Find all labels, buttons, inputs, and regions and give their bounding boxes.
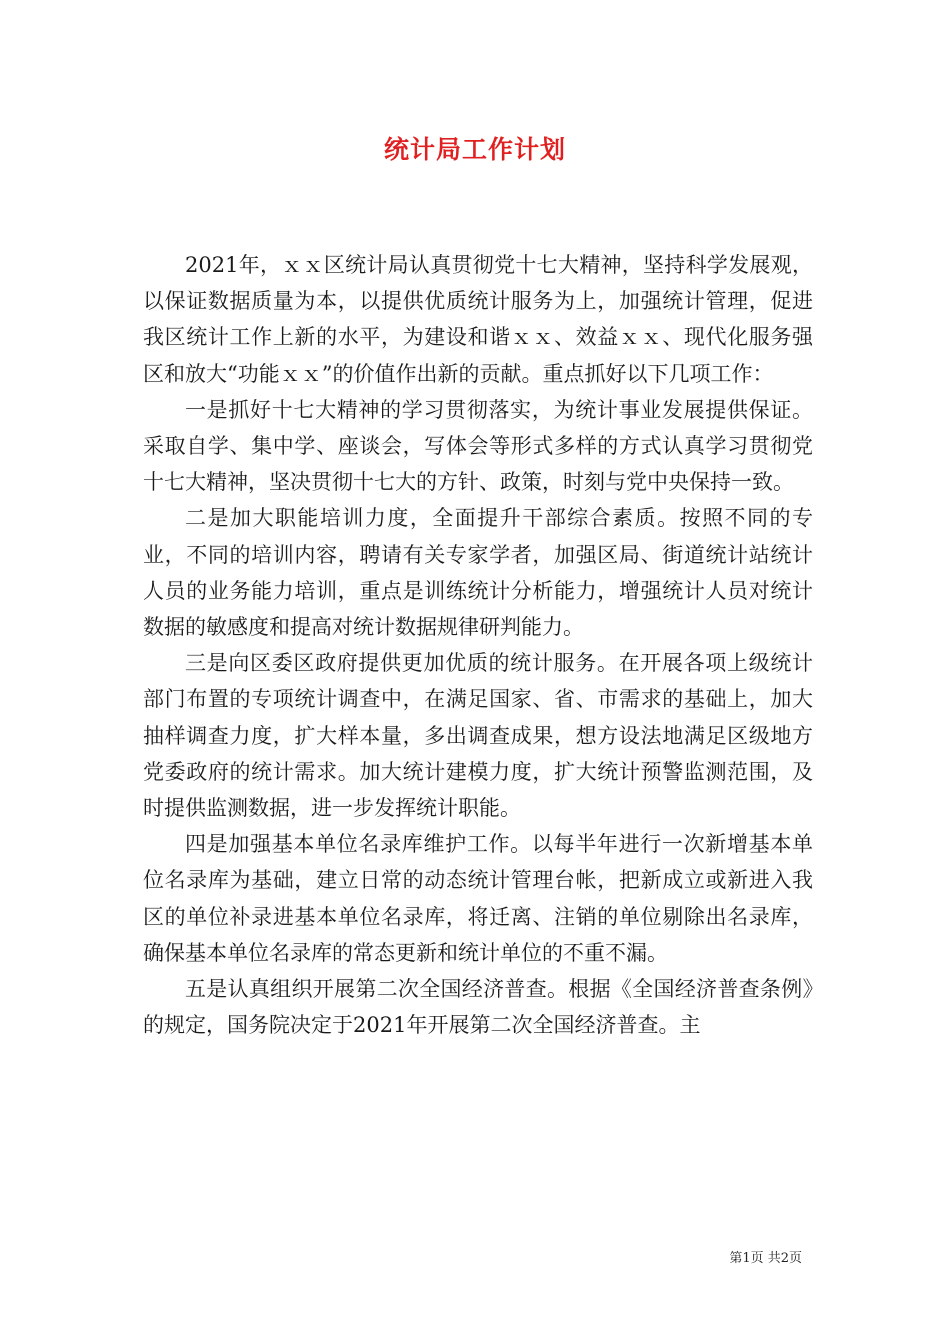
document-body xyxy=(143,247,813,1043)
paragraph-item-1: 一是抓好十七大精神的学习贯彻落实，为统计事业发展提供保证。采取自学、集中学、座谈会，写体会等形式多样的方式认真学习贯彻党十七大精神，坚决贯彻十七大的方针、政策，时刻与党中央保持一致。 xyxy=(143,397,813,495)
paragraph-item-2: 二是加大职能培训力度，全面提升干部综合素质。按照不同的专业，不同的培训内容，聘请有关专家学者，加强区局、街道统计站统计人员的业务能力培训，重点是训练统计分析能力，增强统计人员对统计数据的敏感度和提高对统计数据规律研判能力。 xyxy=(143,506,813,640)
page-title: 统计局工作计划 xyxy=(383,135,566,164)
paragraph-item-5: 五是认真组织开展第二次全国经济普查。根据《全国经济普查条例》的规定，国务院决定于2021年开展第二次全国经济普查。主 xyxy=(143,977,813,1038)
paragraph-item-3: 三是向区委区政府提供更加优质的统计服务。在开展各项上级统计部门布置的专项统计调查中，在满足国家、省、市需求的基础上，加大抽样调查力度，扩大样本量，多出调查成果，想方设法地满足区级地方党委政府的统计需求。加大统计建模力度，扩大统计预警监测范围，及时提供监测数据，进一步发挥统计职能。 xyxy=(143,651,813,821)
paragraph-item-4: 四是加强基本单位名录库维护工作。以每半年进行一次新增基本单位名录库为基础，建立日常的动态统计管理台帐，把新成立或新进入我区的单位补录进基本单位名录库，将迁离、注销的单位剔除出名录库，确保基本单位名录库的常态更新和统计单位的不重不漏。 xyxy=(143,832,813,965)
page-number: 第1页 共2页 xyxy=(729,1251,802,1266)
paragraph-intro: 2021年，ｘｘ区统计局认真贯彻党十七大精神，坚持科学发展观，以保证数据质量为本，以提供优质统计服务为上，加强统计管理，促进我区统计工作上新的水平，为建设和谐ｘｘ、效益ｘｘ、现代化服务强区和放大“功能ｘｘ”的价值作出新的贡献。重点抓好以下几项工作： xyxy=(143,253,813,386)
